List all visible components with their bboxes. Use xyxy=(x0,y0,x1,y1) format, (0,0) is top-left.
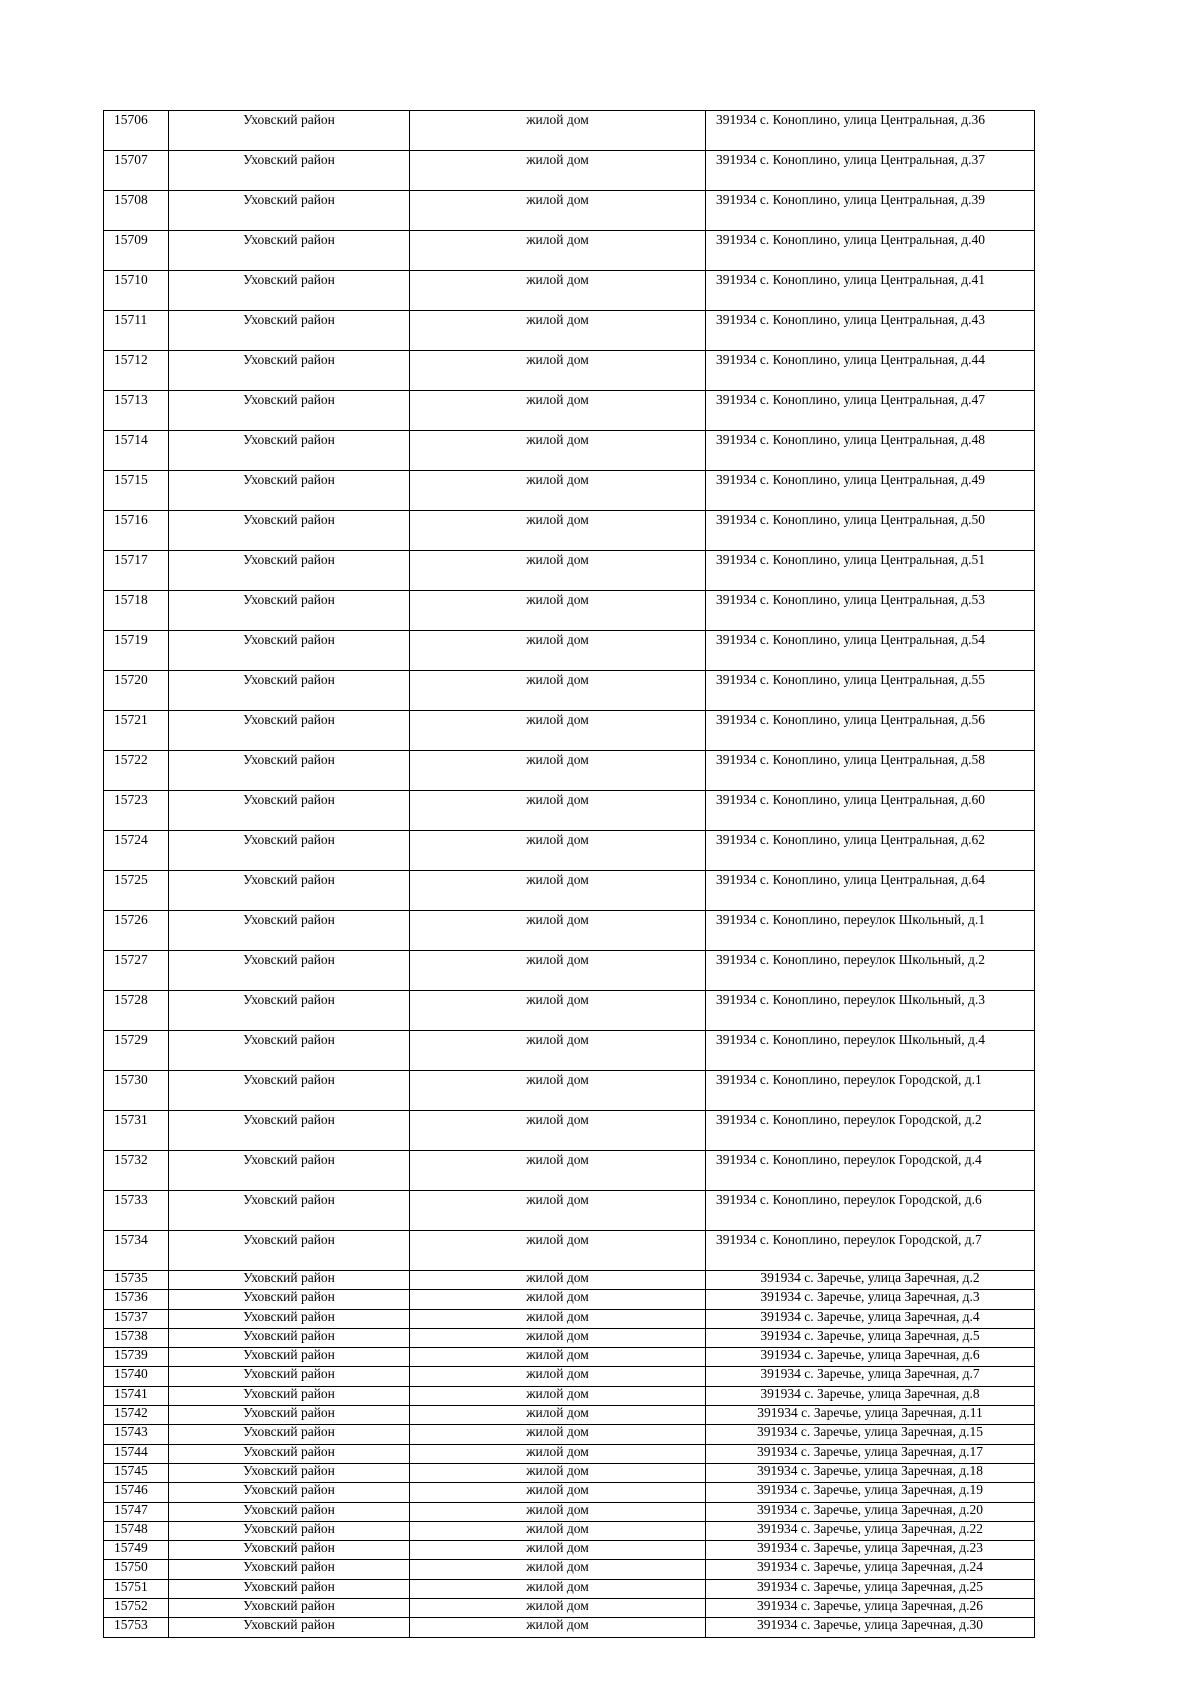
table-row xyxy=(104,591,1035,631)
district-cell: Уховский район xyxy=(169,1309,410,1328)
row-number: 15732 xyxy=(104,1151,169,1191)
object-type-cell: жилой дом xyxy=(410,711,706,751)
row-number: 15725 xyxy=(104,871,169,911)
row-number: 15742 xyxy=(104,1406,169,1425)
district-cell: Уховский район xyxy=(169,1348,410,1367)
object-type-cell: жилой дом xyxy=(410,671,706,711)
table-row xyxy=(104,271,1035,311)
row-number: 15710 xyxy=(104,271,169,311)
address-cell: 391934 с. Коноплино, переулок Школьный, д.2 xyxy=(706,951,1035,991)
district-cell: Уховский район xyxy=(169,1271,410,1290)
address-cell: 391934 с. Коноплино, переулок Школьный, д.1 xyxy=(706,911,1035,951)
row-number: 15748 xyxy=(104,1521,169,1540)
district-cell: Уховский район xyxy=(169,1191,410,1231)
address-cell: 391934 с. Коноплино, улица Центральная, д.54 xyxy=(706,631,1035,671)
row-number: 15718 xyxy=(104,591,169,631)
row-number: 15709 xyxy=(104,231,169,271)
table-row xyxy=(104,1406,1035,1425)
district-cell: Уховский район xyxy=(169,551,410,591)
object-type-cell: жилой дом xyxy=(410,1191,706,1231)
address-cell: 391934 с. Заречье, улица Заречная, д.2 xyxy=(706,1271,1035,1290)
row-number: 15720 xyxy=(104,671,169,711)
address-cell: 391934 с. Коноплино, улица Центральная, д.60 xyxy=(706,791,1035,831)
table-row xyxy=(104,1191,1035,1231)
district-cell: Уховский район xyxy=(169,1367,410,1386)
table-row xyxy=(104,671,1035,711)
table-row xyxy=(104,1328,1035,1347)
table-row xyxy=(104,1386,1035,1405)
district-cell: Уховский район xyxy=(169,351,410,391)
object-type-cell: жилой дом xyxy=(410,511,706,551)
row-number: 15751 xyxy=(104,1579,169,1598)
address-cell: 391934 с. Заречье, улица Заречная, д.5 xyxy=(706,1328,1035,1347)
address-cell: 391934 с. Коноплино, улица Центральная, д.41 xyxy=(706,271,1035,311)
object-type-cell: жилой дом xyxy=(410,911,706,951)
row-number: 15711 xyxy=(104,311,169,351)
district-cell: Уховский район xyxy=(169,991,410,1031)
row-number: 15707 xyxy=(104,151,169,191)
address-cell: 391934 с. Коноплино, улица Центральная, д.62 xyxy=(706,831,1035,871)
address-cell: 391934 с. Заречье, улица Заречная, д.8 xyxy=(706,1386,1035,1405)
table-row xyxy=(104,831,1035,871)
object-type-cell: жилой дом xyxy=(410,1521,706,1540)
table-row xyxy=(104,951,1035,991)
row-number: 15726 xyxy=(104,911,169,951)
address-cell: 391934 с. Заречье, улица Заречная, д.25 xyxy=(706,1579,1035,1598)
district-cell: Уховский район xyxy=(169,231,410,271)
object-type-cell: жилой дом xyxy=(410,311,706,351)
row-number: 15745 xyxy=(104,1463,169,1482)
address-cell: 391934 с. Заречье, улица Заречная, д.23 xyxy=(706,1541,1035,1560)
district-cell: Уховский район xyxy=(169,311,410,351)
table-body xyxy=(104,111,1035,1638)
district-cell: Уховский район xyxy=(169,1071,410,1111)
address-cell: 391934 с. Коноплино, переулок Городской, д.7 xyxy=(706,1231,1035,1271)
object-type-cell: жилой дом xyxy=(410,1386,706,1405)
object-type-cell: жилой дом xyxy=(410,151,706,191)
table-row xyxy=(104,631,1035,671)
table-row xyxy=(104,1444,1035,1463)
address-cell: 391934 с. Заречье, улица Заречная, д.11 xyxy=(706,1406,1035,1425)
row-number: 15750 xyxy=(104,1560,169,1579)
object-type-cell: жилой дом xyxy=(410,431,706,471)
row-number: 15737 xyxy=(104,1309,169,1328)
table-row xyxy=(104,1521,1035,1540)
table-row xyxy=(104,1425,1035,1444)
table-row xyxy=(104,1348,1035,1367)
district-cell: Уховский район xyxy=(169,271,410,311)
row-number: 15738 xyxy=(104,1328,169,1347)
table-row xyxy=(104,1560,1035,1579)
table-row xyxy=(104,351,1035,391)
row-number: 15708 xyxy=(104,191,169,231)
district-cell: Уховский район xyxy=(169,1618,410,1637)
row-number: 15729 xyxy=(104,1031,169,1071)
table-row xyxy=(104,1541,1035,1560)
object-type-cell: жилой дом xyxy=(410,1463,706,1482)
district-cell: Уховский район xyxy=(169,1111,410,1151)
table-row xyxy=(104,511,1035,551)
district-cell: Уховский район xyxy=(169,1231,410,1271)
object-type-cell: жилой дом xyxy=(410,1483,706,1502)
table-row xyxy=(104,791,1035,831)
district-cell: Уховский район xyxy=(169,951,410,991)
address-cell: 391934 с. Коноплино, улица Центральная, д.55 xyxy=(706,671,1035,711)
row-number: 15739 xyxy=(104,1348,169,1367)
object-type-cell: жилой дом xyxy=(410,831,706,871)
row-number: 15746 xyxy=(104,1483,169,1502)
object-type-cell: жилой дом xyxy=(410,1111,706,1151)
table-row xyxy=(104,1367,1035,1386)
address-cell: 391934 с. Коноплино, улица Центральная, д.36 xyxy=(706,111,1035,151)
object-type-cell: жилой дом xyxy=(410,1309,706,1328)
row-number: 15714 xyxy=(104,431,169,471)
object-type-cell: жилой дом xyxy=(410,1579,706,1598)
row-number: 15722 xyxy=(104,751,169,791)
object-type-cell: жилой дом xyxy=(410,1328,706,1347)
row-number: 15723 xyxy=(104,791,169,831)
table-row xyxy=(104,1483,1035,1502)
row-number: 15717 xyxy=(104,551,169,591)
address-cell: 391934 с. Заречье, улица Заречная, д.17 xyxy=(706,1444,1035,1463)
district-cell: Уховский район xyxy=(169,711,410,751)
table-row xyxy=(104,1071,1035,1111)
row-number: 15744 xyxy=(104,1444,169,1463)
object-type-cell: жилой дом xyxy=(410,351,706,391)
district-cell: Уховский район xyxy=(169,671,410,711)
object-type-cell: жилой дом xyxy=(410,1541,706,1560)
district-cell: Уховский район xyxy=(169,191,410,231)
address-cell: 391934 с. Коноплино, переулок Школьный, д.3 xyxy=(706,991,1035,1031)
address-cell: 391934 с. Заречье, улица Заречная, д.7 xyxy=(706,1367,1035,1386)
address-cell: 391934 с. Заречье, улица Заречная, д.20 xyxy=(706,1502,1035,1521)
address-cell: 391934 с. Заречье, улица Заречная, д.22 xyxy=(706,1521,1035,1540)
district-cell: Уховский район xyxy=(169,1579,410,1598)
district-cell: Уховский район xyxy=(169,1502,410,1521)
table-row xyxy=(104,231,1035,271)
address-cell: 391934 с. Коноплино, переулок Городской, д.2 xyxy=(706,1111,1035,1151)
address-cell: 391934 с. Заречье, улица Заречная, д.4 xyxy=(706,1309,1035,1328)
district-cell: Уховский район xyxy=(169,871,410,911)
row-number: 15731 xyxy=(104,1111,169,1151)
table-row xyxy=(104,711,1035,751)
object-type-cell: жилой дом xyxy=(410,1348,706,1367)
address-cell: 391934 с. Коноплино, улица Центральная, д.43 xyxy=(706,311,1035,351)
table-row xyxy=(104,391,1035,431)
district-cell: Уховский район xyxy=(169,591,410,631)
object-type-cell: жилой дом xyxy=(410,391,706,431)
table-row xyxy=(104,1309,1035,1328)
district-cell: Уховский район xyxy=(169,1290,410,1309)
district-cell: Уховский район xyxy=(169,1386,410,1405)
object-type-cell: жилой дом xyxy=(410,1444,706,1463)
table-row xyxy=(104,1618,1035,1637)
row-number: 15728 xyxy=(104,991,169,1031)
district-cell: Уховский район xyxy=(169,1425,410,1444)
object-type-cell: жилой дом xyxy=(410,1367,706,1386)
row-number: 15733 xyxy=(104,1191,169,1231)
table-row xyxy=(104,1463,1035,1482)
address-cell: 391934 с. Коноплино, улица Центральная, д.40 xyxy=(706,231,1035,271)
district-cell: Уховский район xyxy=(169,1151,410,1191)
row-number: 15724 xyxy=(104,831,169,871)
row-number: 15716 xyxy=(104,511,169,551)
district-cell: Уховский район xyxy=(169,791,410,831)
table-row xyxy=(104,1290,1035,1309)
table-row xyxy=(104,1271,1035,1290)
address-cell: 391934 с. Заречье, улица Заречная, д.18 xyxy=(706,1463,1035,1482)
district-cell: Уховский район xyxy=(169,631,410,671)
district-cell: Уховский район xyxy=(169,1521,410,1540)
row-number: 15747 xyxy=(104,1502,169,1521)
object-type-cell: жилой дом xyxy=(410,1071,706,1111)
district-cell: Уховский район xyxy=(169,831,410,871)
object-type-cell: жилой дом xyxy=(410,191,706,231)
object-type-cell: жилой дом xyxy=(410,1502,706,1521)
table-row xyxy=(104,1111,1035,1151)
object-type-cell: жилой дом xyxy=(410,991,706,1031)
district-cell: Уховский район xyxy=(169,911,410,951)
object-type-cell: жилой дом xyxy=(410,951,706,991)
address-cell: 391934 с. Коноплино, улица Центральная, д.48 xyxy=(706,431,1035,471)
table-row xyxy=(104,431,1035,471)
table-row xyxy=(104,111,1035,151)
object-type-cell: жилой дом xyxy=(410,1290,706,1309)
table-row xyxy=(104,911,1035,951)
row-number: 15749 xyxy=(104,1541,169,1560)
row-number: 15735 xyxy=(104,1271,169,1290)
object-type-cell: жилой дом xyxy=(410,1231,706,1271)
row-number: 15721 xyxy=(104,711,169,751)
object-type-cell: жилой дом xyxy=(410,1599,706,1618)
row-number: 15706 xyxy=(104,111,169,151)
table-row xyxy=(104,1502,1035,1521)
address-cell: 391934 с. Коноплино, переулок Школьный, д.4 xyxy=(706,1031,1035,1071)
address-cell: 391934 с. Коноплино, улица Центральная, д.51 xyxy=(706,551,1035,591)
address-cell: 391934 с. Заречье, улица Заречная, д.6 xyxy=(706,1348,1035,1367)
row-number: 15715 xyxy=(104,471,169,511)
district-cell: Уховский район xyxy=(169,511,410,551)
object-type-cell: жилой дом xyxy=(410,231,706,271)
object-type-cell: жилой дом xyxy=(410,791,706,831)
row-number: 15713 xyxy=(104,391,169,431)
object-type-cell: жилой дом xyxy=(410,751,706,791)
address-cell: 391934 с. Заречье, улица Заречная, д.3 xyxy=(706,1290,1035,1309)
address-cell: 391934 с. Коноплино, улица Центральная, д.50 xyxy=(706,511,1035,551)
row-number: 15734 xyxy=(104,1231,169,1271)
table-row xyxy=(104,991,1035,1031)
district-cell: Уховский район xyxy=(169,1328,410,1347)
object-type-cell: жилой дом xyxy=(410,1560,706,1579)
district-cell: Уховский район xyxy=(169,1444,410,1463)
address-cell: 391934 с. Заречье, улица Заречная, д.19 xyxy=(706,1483,1035,1502)
address-cell: 391934 с. Коноплино, переулок Городской, д.6 xyxy=(706,1191,1035,1231)
district-cell: Уховский район xyxy=(169,391,410,431)
address-cell: 391934 с. Заречье, улица Заречная, д.26 xyxy=(706,1599,1035,1618)
district-cell: Уховский район xyxy=(169,1031,410,1071)
district-cell: Уховский район xyxy=(169,1541,410,1560)
district-cell: Уховский район xyxy=(169,1463,410,1482)
object-type-cell: жилой дом xyxy=(410,871,706,911)
district-cell: Уховский район xyxy=(169,431,410,471)
housing-table xyxy=(103,110,1035,1638)
table-row xyxy=(104,1231,1035,1271)
object-type-cell: жилой дом xyxy=(410,1618,706,1637)
object-type-cell: жилой дом xyxy=(410,271,706,311)
address-cell: 391934 с. Коноплино, переулок Городской, д.4 xyxy=(706,1151,1035,1191)
row-number: 15752 xyxy=(104,1599,169,1618)
address-cell: 391934 с. Коноплино, улица Центральная, д.64 xyxy=(706,871,1035,911)
table-row xyxy=(104,191,1035,231)
object-type-cell: жилой дом xyxy=(410,1406,706,1425)
address-cell: 391934 с. Коноплино, переулок Городской, д.1 xyxy=(706,1071,1035,1111)
object-type-cell: жилой дом xyxy=(410,1151,706,1191)
district-cell: Уховский район xyxy=(169,1560,410,1579)
table-row xyxy=(104,151,1035,191)
address-cell: 391934 с. Коноплино, улица Центральная, д.47 xyxy=(706,391,1035,431)
row-number: 15740 xyxy=(104,1367,169,1386)
district-cell: Уховский район xyxy=(169,1483,410,1502)
table-row xyxy=(104,1599,1035,1618)
object-type-cell: жилой дом xyxy=(410,111,706,151)
table-row xyxy=(104,751,1035,791)
row-number: 15741 xyxy=(104,1386,169,1405)
address-cell: 391934 с. Заречье, улица Заречная, д.15 xyxy=(706,1425,1035,1444)
object-type-cell: жилой дом xyxy=(410,471,706,511)
district-cell: Уховский район xyxy=(169,151,410,191)
table-row xyxy=(104,1151,1035,1191)
table-row xyxy=(104,1031,1035,1071)
row-number: 15736 xyxy=(104,1290,169,1309)
district-cell: Уховский район xyxy=(169,111,410,151)
object-type-cell: жилой дом xyxy=(410,1425,706,1444)
object-type-cell: жилой дом xyxy=(410,1271,706,1290)
row-number: 15727 xyxy=(104,951,169,991)
table-row xyxy=(104,471,1035,511)
address-cell: 391934 с. Коноплино, улица Центральная, д.53 xyxy=(706,591,1035,631)
row-number: 15719 xyxy=(104,631,169,671)
district-cell: Уховский район xyxy=(169,471,410,511)
address-cell: 391934 с. Коноплино, улица Центральная, д.37 xyxy=(706,151,1035,191)
address-cell: 391934 с. Коноплино, улица Центральная, д.44 xyxy=(706,351,1035,391)
table-row xyxy=(104,551,1035,591)
address-cell: 391934 с. Коноплино, улица Центральная, д.49 xyxy=(706,471,1035,511)
document-page xyxy=(103,110,1034,1638)
table-row xyxy=(104,1579,1035,1598)
object-type-cell: жилой дом xyxy=(410,1031,706,1071)
district-cell: Уховский район xyxy=(169,1599,410,1618)
row-number: 15730 xyxy=(104,1071,169,1111)
address-cell: 391934 с. Заречье, улица Заречная, д.24 xyxy=(706,1560,1035,1579)
address-cell: 391934 с. Коноплино, улица Центральная, д.56 xyxy=(706,711,1035,751)
object-type-cell: жилой дом xyxy=(410,551,706,591)
table-row xyxy=(104,311,1035,351)
row-number: 15712 xyxy=(104,351,169,391)
object-type-cell: жилой дом xyxy=(410,631,706,671)
address-cell: 391934 с. Коноплино, улица Центральная, д.58 xyxy=(706,751,1035,791)
address-cell: 391934 с. Заречье, улица Заречная, д.30 xyxy=(706,1618,1035,1637)
address-cell: 391934 с. Коноплино, улица Центральная, д.39 xyxy=(706,191,1035,231)
district-cell: Уховский район xyxy=(169,751,410,791)
table-row xyxy=(104,871,1035,911)
row-number: 15743 xyxy=(104,1425,169,1444)
district-cell: Уховский район xyxy=(169,1406,410,1425)
row-number: 15753 xyxy=(104,1618,169,1637)
object-type-cell: жилой дом xyxy=(410,591,706,631)
